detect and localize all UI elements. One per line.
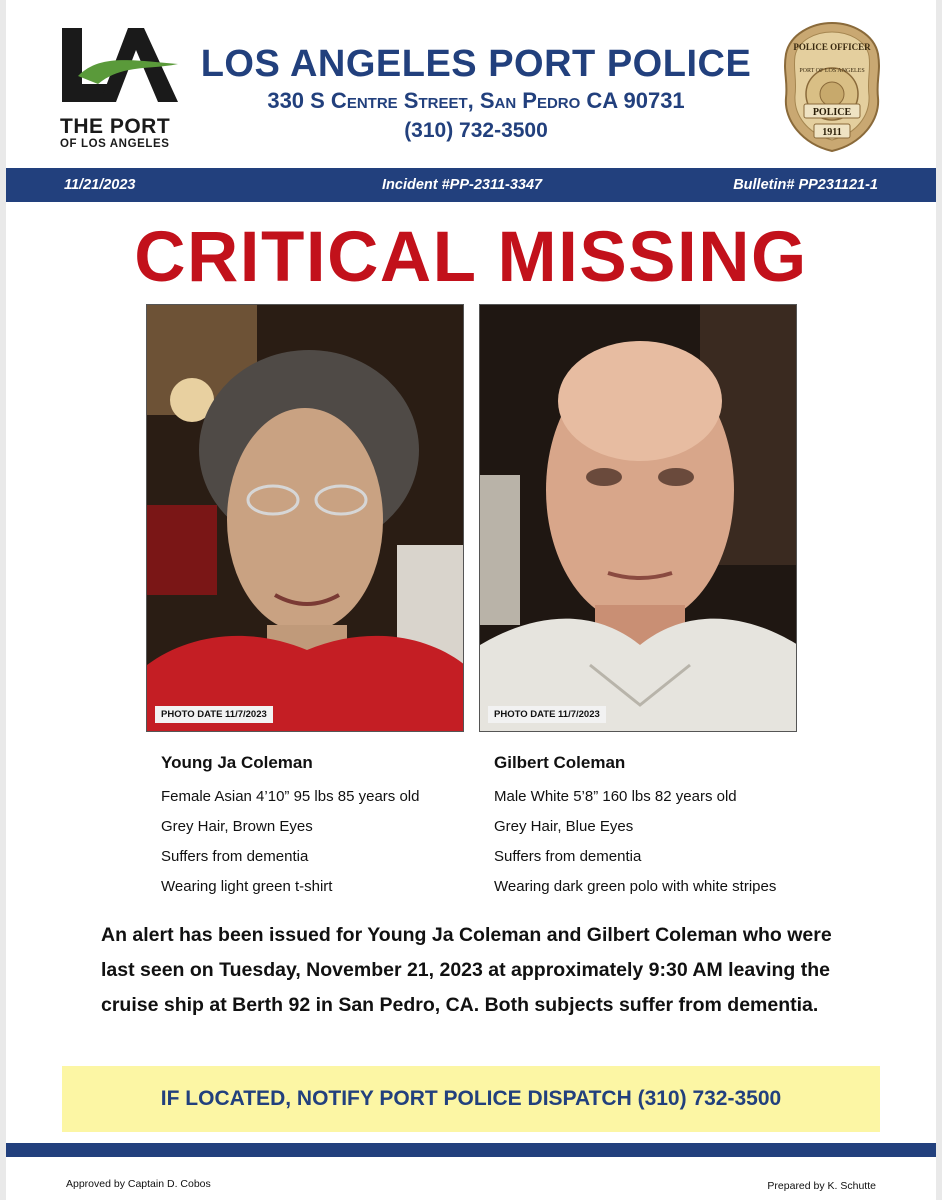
agency-name: LOS ANGELES PORT POLICE — [200, 43, 752, 85]
person-clothing: Wearing light green t-shirt — [161, 878, 333, 895]
police-badge — [782, 20, 882, 154]
person-details-young-ja — [161, 752, 491, 902]
badge-ring-text: PORT OF LOS ANGELES — [799, 68, 865, 74]
bulletin-number: Bulletin# PP231121-1 — [733, 177, 878, 193]
photo-date-label: PHOTO DATE 11/7/2023 — [155, 706, 273, 723]
person-description: Female Asian 4’10” 95 lbs 85 years old — [161, 788, 420, 805]
bulletin-page — [6, 0, 936, 1200]
photo-gilbert-coleman — [479, 304, 797, 732]
info-bar — [6, 168, 936, 202]
person-hair-eyes: Grey Hair, Brown Eyes — [161, 818, 313, 835]
badge-center-text: POLICE — [812, 107, 852, 118]
logo-line1: THE PORT — [60, 115, 171, 138]
person-description: Male White 5’8” 160 lbs 82 years old — [494, 788, 737, 805]
person-name: Young Ja Coleman — [161, 753, 313, 772]
approved-by: Approved by Captain D. Cobos — [66, 1178, 211, 1190]
incident-number: Incident #PP-2311-3347 — [382, 177, 543, 193]
port-logo-text — [60, 116, 190, 151]
headline: CRITICAL MISSING — [134, 218, 808, 297]
person-hair-eyes: Grey Hair, Blue Eyes — [494, 818, 634, 835]
portrait-man-icon — [480, 305, 797, 732]
port-la-logo-icon — [60, 24, 190, 116]
person-clothing: Wearing dark green polo with white stripes — [494, 878, 777, 895]
port-logo — [60, 24, 190, 152]
agency-header — [196, 42, 756, 146]
photo-date-label: PHOTO DATE 11/7/2023 — [488, 706, 606, 723]
badge-top-text: POLICE OFFICER — [793, 42, 871, 52]
prepared-by: Prepared by K. Schutte — [767, 1180, 876, 1192]
bottom-divider — [6, 1143, 936, 1157]
bulletin-date: 11/21/2023 — [64, 177, 136, 193]
alert-paragraph: An alert has been issued for Young Ja Coleman and Gilbert Coleman who were last seen on Tuesday, November 21, 2023 at approximately 9:30 AM leaving the cruise ship at Berth 92 in San Pedro, CA. Both subjects suffer from dementia. — [101, 924, 832, 1016]
person-name: Gilbert Coleman — [494, 753, 626, 772]
person-condition: Suffers from dementia — [494, 848, 642, 865]
person-details-gilbert — [494, 752, 824, 902]
agency-phone: (310) 732-3500 — [404, 119, 548, 142]
logo-line2: OF LOS ANGELES — [60, 138, 170, 150]
police-badge-icon — [782, 20, 882, 154]
notify-banner: IF LOCATED, NOTIFY PORT POLICE DISPATCH (310) 732-3500 — [62, 1066, 880, 1132]
person-condition: Suffers from dementia — [161, 848, 309, 865]
badge-year-text: 1911 — [822, 127, 842, 138]
portrait-woman-icon — [147, 305, 464, 732]
photo-young-ja-coleman — [146, 304, 464, 732]
agency-address: 330 S Centre Street, San Pedro CA 90731 — [267, 88, 685, 113]
